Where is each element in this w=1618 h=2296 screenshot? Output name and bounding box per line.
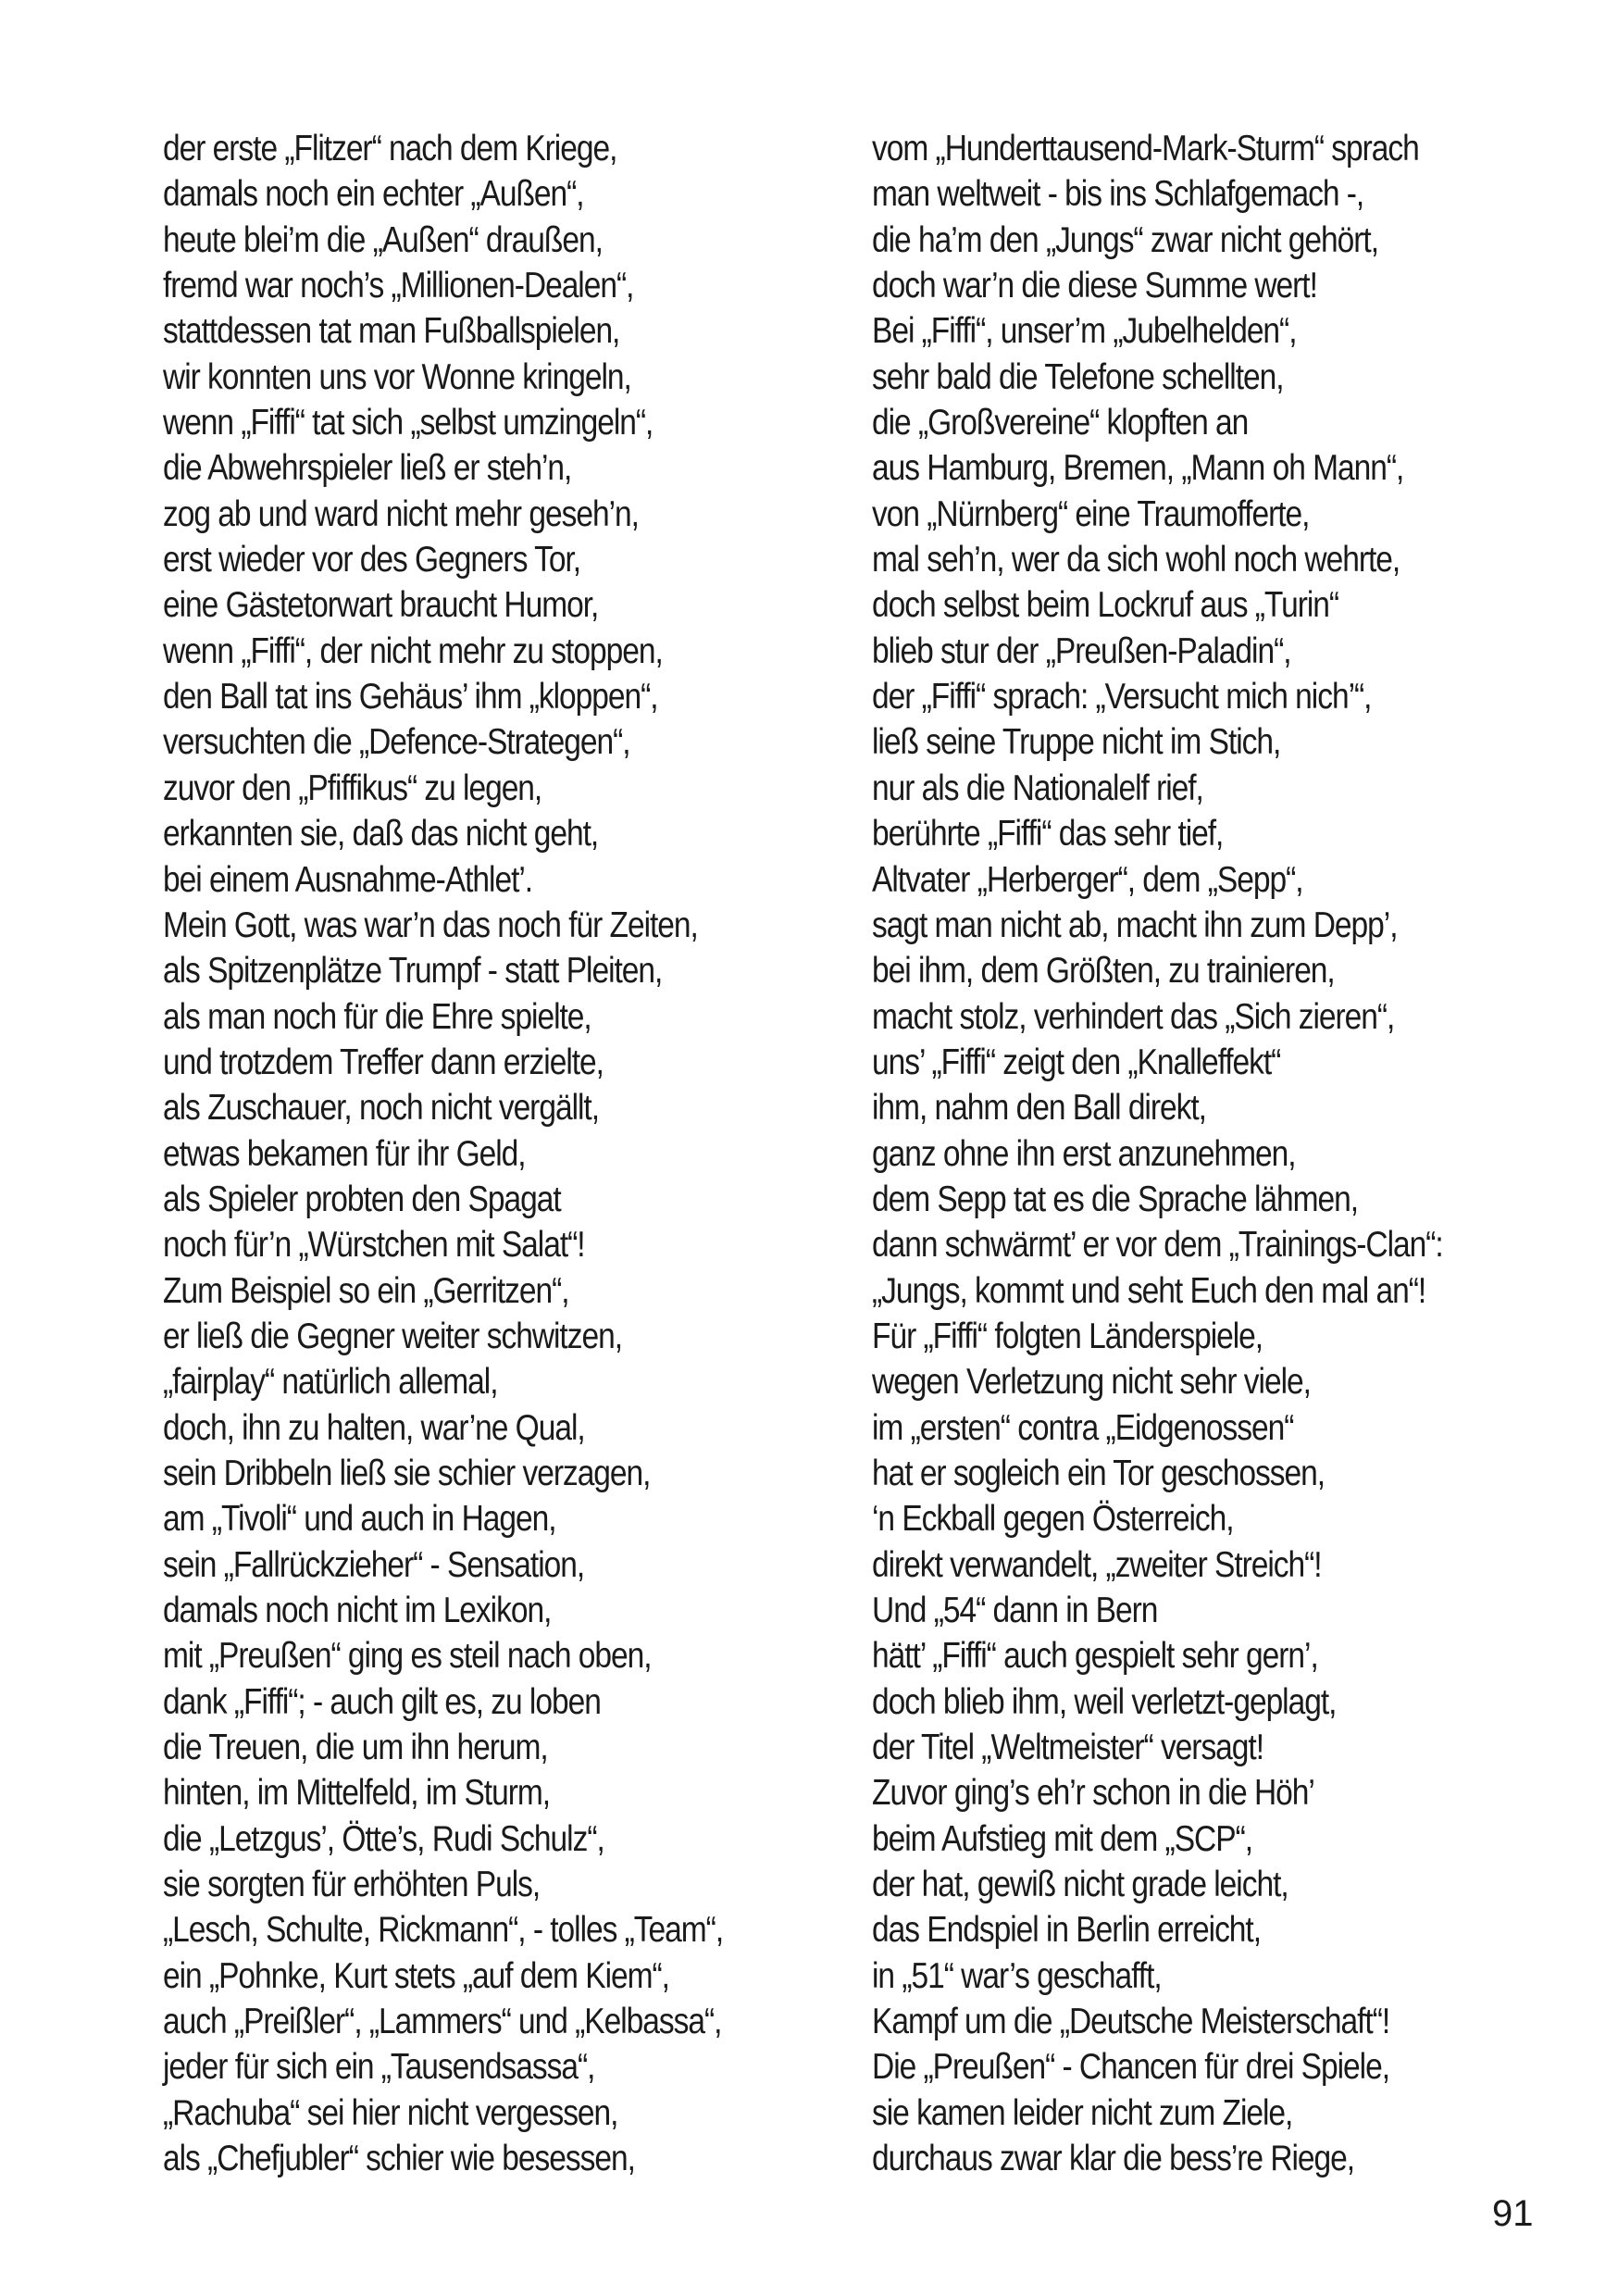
verse-line: Mein Gott, was war’n das noch für Zeiten, <box>163 905 698 945</box>
verse-line: Kampf um die „Deutsche Meisterschaft“! <box>872 2002 1390 2042</box>
verse-line: beim Aufstieg mit dem „SCP“, <box>872 1818 1252 1859</box>
verse-line: wir konnten uns vor Wonne kringeln, <box>163 356 631 397</box>
verse-line: berührte „Fiffi“ das sehr tief, <box>872 814 1224 855</box>
verse-line: doch blieb ihm, weil verletzt-geplagt, <box>872 1681 1337 1722</box>
verse-line: vom „Hunderttausend-Mark-Sturm“ sprach <box>872 129 1419 168</box>
verse-line: eine Gästetorwart braucht Humor, <box>163 585 599 626</box>
verse-line: dank „Fiffi“; - auch gilt es, zu loben <box>163 1681 601 1722</box>
verse-line: zog ab und ward nicht mehr geseh’n, <box>163 493 639 534</box>
verse-line: ein „Pohnke, Kurt stets „auf dem Kiem“, <box>163 1955 669 1996</box>
verse-line: er ließ die Gegner weiter schwitzen, <box>163 1316 622 1356</box>
verse-line: im „ersten“ contra „Eidgenossen“ <box>872 1407 1294 1448</box>
verse-line: der hat, gewiß nicht grade leicht, <box>872 1865 1288 1905</box>
verse-line: fremd war noch’s „Millionen-Dealen“, <box>163 266 634 306</box>
verse-line: jeder für sich ein „Tausendsassa“, <box>163 2047 595 2088</box>
verse-line: bei einem Ausnahme-Athlet’. <box>163 859 533 900</box>
verse-line: die Treuen, die um ihn herum, <box>163 1728 548 1768</box>
verse-line: mal seh’n, wer da sich wohl noch wehrte, <box>872 540 1400 580</box>
verse-line: wenn „Fiffi“ tat sich „selbst umzingeln“, <box>163 403 653 443</box>
verse-line: sein „Fallrückzieher“ - Sensation, <box>163 1544 585 1585</box>
verse-line: in „51“ war’s geschafft, <box>872 1955 1162 1996</box>
verse-line: noch für’n „Würstchen mit Salat“! <box>163 1225 585 1266</box>
verse-line: der Titel „Weltmeister“ versagt! <box>872 1728 1263 1768</box>
verse-line: damals noch ein echter „Außen“, <box>163 174 584 215</box>
verse-line: nur als die Nationalelf rief, <box>872 767 1203 808</box>
verse-line: wegen Verletzung nicht sehr viele, <box>872 1362 1311 1403</box>
verse-line: das Endspiel in Berlin erreicht, <box>872 1910 1262 1951</box>
verse-line: dem Sepp tat es die Sprache lähmen, <box>872 1179 1359 1219</box>
page-number: 91 <box>1492 2193 1534 2234</box>
verse-line: als man noch für die Ehre spielte, <box>163 996 591 1037</box>
verse-line: dann schwärmt’ er vor dem „Trainings-Clan“: <box>872 1225 1443 1266</box>
verse-line: ließ seine Truppe nicht im Stich, <box>872 722 1281 763</box>
verse-line: die „Großvereine“ klopften an <box>872 403 1249 443</box>
verse-line: doch selbst beim Lockruf aus „Turin“ <box>872 585 1339 626</box>
verse-line: erst wieder vor des Gegners Tor, <box>163 540 581 580</box>
verse-line: auch „Preißler“, „Lammers“ und „Kelbassa“, <box>163 2002 722 2042</box>
verse-line: die „Letzgus’, Ötte’s, Rudi Schulz“, <box>163 1818 604 1859</box>
verse-line: hätt’ „Fiffi“ auch gespielt sehr gern’, <box>872 1636 1318 1677</box>
verse-line: und trotzdem Treffer dann erzielte, <box>163 1042 604 1082</box>
verse-line: uns’ „Fiffi“ zeigt den „Knalleffekt“ <box>872 1042 1281 1082</box>
verse-line: blieb stur der „Preußen-Paladin“, <box>872 630 1291 671</box>
right-text-column <box>872 126 1557 2181</box>
verse-line: zuvor den „Pfiffikus“ zu legen, <box>163 767 542 808</box>
verse-line: „fairplay“ natürlich allemal, <box>163 1362 498 1403</box>
verse-line: ‘n Eckball gegen Österreich, <box>872 1499 1234 1540</box>
verse-line: als Spieler probten den Spagat <box>163 1179 561 1219</box>
verse-line: man weltweit - bis ins Schlafgemach -, <box>872 174 1364 215</box>
verse-line: als Zuschauer, noch nicht vergällt, <box>163 1088 599 1129</box>
verse-line: von „Nürnberg“ eine Traumofferte, <box>872 493 1310 534</box>
verse-line: sehr bald die Telefone schellten, <box>872 356 1284 397</box>
verse-line: Zuvor ging’s eh’r schon in die Höh’ <box>872 1773 1314 1814</box>
verse-line: heute blei’m die „Außen“ draußen, <box>163 219 603 260</box>
verse-line: als „Chefjubler“ schier wie besessen, <box>163 2139 635 2179</box>
verse-line: ganz ohne ihn erst anzunehmen, <box>872 1133 1296 1174</box>
verse-line: der erste „Flitzer“ nach dem Kriege, <box>163 129 617 168</box>
verse-line: der „Fiffi“ sprach: „Versucht mich nich’“, <box>872 677 1372 718</box>
verse-line: Zum Beispiel so ein „Gerritzen“, <box>163 1270 569 1311</box>
verse-line: am „Tivoli“ und auch in Hagen, <box>163 1499 556 1540</box>
verse-line: Und „54“ dann in Bern <box>872 1591 1158 1630</box>
verse-line: wenn „Fiffi“, der nicht mehr zu stoppen, <box>163 630 663 671</box>
verse-line: Für „Fiffi“ folgten Länderspiele, <box>872 1316 1263 1356</box>
verse-line: versuchten die „Defence-Strategen“, <box>163 722 630 763</box>
verse-line: „Rachuba“ sei hier nicht vergessen, <box>163 2092 618 2133</box>
verse-line: „Lesch, Schulte, Rickmann“, - tolles „Team“, <box>163 1910 724 1951</box>
verse-line: durchaus zwar klar die bess’re Riege, <box>872 2139 1355 2179</box>
verse-line: hat er sogleich ein Tor geschossen, <box>872 1453 1326 1493</box>
verse-line: als Spitzenplätze Trumpf - statt Pleiten, <box>163 951 663 992</box>
verse-line: mit „Preußen“ ging es steil nach oben, <box>163 1636 652 1677</box>
verse-line: die Abwehrspieler ließ er steh’n, <box>163 448 572 489</box>
verse-line: Die „Preußen“ - Chancen für drei Spiele, <box>872 2047 1389 2088</box>
verse-line: doch, ihn zu halten, war’ne Qual, <box>163 1407 585 1448</box>
verse-line: damals noch nicht im Lexikon, <box>163 1591 552 1630</box>
verse-line: direkt verwandelt, „zweiter Streich“! <box>872 1544 1322 1585</box>
verse-line: aus Hamburg, Bremen, „Mann oh Mann“, <box>872 448 1404 489</box>
left-text-column <box>163 126 829 2181</box>
verse-line: die ha’m den „Jungs“ zwar nicht gehört, <box>872 219 1379 260</box>
verse-line: hinten, im Mittelfeld, im Sturm, <box>163 1773 551 1814</box>
verse-line: erkannten sie, daß das nicht geht, <box>163 814 599 855</box>
verse-line: Altvater „Herberger“, dem „Sepp“, <box>872 859 1303 900</box>
verse-line: sein Dribbeln ließ sie schier verzagen, <box>163 1453 651 1493</box>
verse-line: macht stolz, verhindert das „Sich zieren“, <box>872 996 1395 1037</box>
verse-line: bei ihm, dem Größten, zu trainieren, <box>872 951 1335 992</box>
verse-line: ihm, nahm den Ball direkt, <box>872 1088 1206 1129</box>
verse-line: sie kamen leider nicht zum Ziele, <box>872 2092 1293 2133</box>
verse-line: Bei „Fiffi“, unser’m „Jubelhelden“, <box>872 311 1297 352</box>
verse-line: sie sorgten für erhöhten Puls, <box>163 1865 541 1905</box>
verse-line: etwas bekamen für ihr Geld, <box>163 1133 526 1174</box>
verse-line: sagt man nicht ab, macht ihn zum Depp’, <box>872 905 1398 945</box>
verse-line: stattdessen tat man Fußballspielen, <box>163 311 620 352</box>
verse-line: den Ball tat ins Gehäus’ ihm „kloppen“, <box>163 677 658 718</box>
verse-line: „Jungs, kommt und seht Euch den mal an“! <box>872 1270 1426 1311</box>
verse-line: doch war’n die diese Summe wert! <box>872 266 1317 306</box>
